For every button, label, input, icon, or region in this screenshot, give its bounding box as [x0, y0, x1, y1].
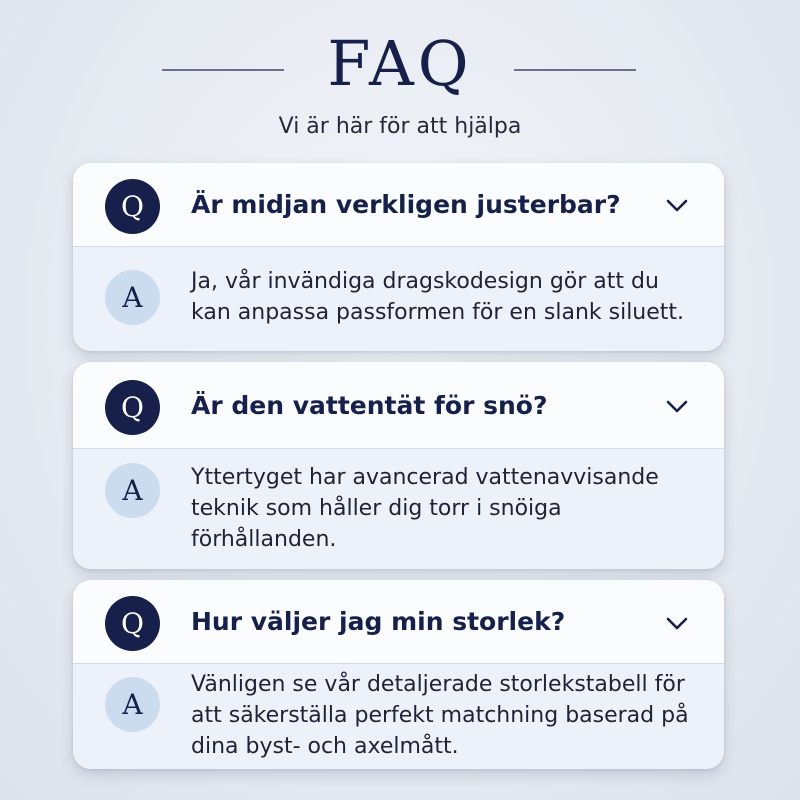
answer-badge: A [105, 270, 160, 325]
faq-question-row-3[interactable] [73, 580, 724, 664]
chevron-down-icon[interactable] [666, 199, 688, 213]
faq-answer-row-2 [73, 449, 724, 569]
question-badge: Q [105, 596, 160, 651]
faq-answer-2: Yttertyget har avancerad vattenavvisande teknik som håller dig torr i snöiga förhållanden. [191, 465, 659, 552]
faq-question-1: Är midjan verkligen justerbar? [191, 190, 621, 219]
question-badge: Q [105, 380, 160, 435]
faq-item-1 [73, 163, 724, 351]
faq-question-row-1[interactable] [73, 163, 724, 247]
faq-answer-1: Ja, vår invändiga dragskodesign gör att du kan anpassa passformen för en slank siluett. [191, 269, 685, 325]
faq-question-3: Hur väljer jag min storlek? [191, 607, 566, 636]
chevron-down-icon[interactable] [666, 400, 688, 414]
faq-answer-row-3 [73, 664, 724, 769]
question-badge: Q [105, 179, 160, 234]
faq-answer-3: Vänligen se vår detaljerade storlekstabell för att säkerställa perfekt matchning baserad på dina byst- och axelmått. [191, 672, 689, 759]
faq-item-3 [73, 580, 724, 769]
page-subtitle: Vi är här för att hjälpa [278, 114, 522, 139]
faq-answer-row-1 [73, 247, 724, 351]
chevron-down-icon[interactable] [666, 617, 688, 631]
page-title: FAQ [327, 27, 473, 100]
answer-badge: A [105, 463, 160, 518]
answer-badge: A [105, 677, 160, 732]
faq-item-2 [73, 362, 724, 569]
faq-question-2: Är den vattentät för snö? [191, 391, 548, 420]
faq-header [0, 0, 800, 160]
header-divider-right [514, 69, 636, 71]
faq-question-row-2[interactable] [73, 362, 724, 449]
